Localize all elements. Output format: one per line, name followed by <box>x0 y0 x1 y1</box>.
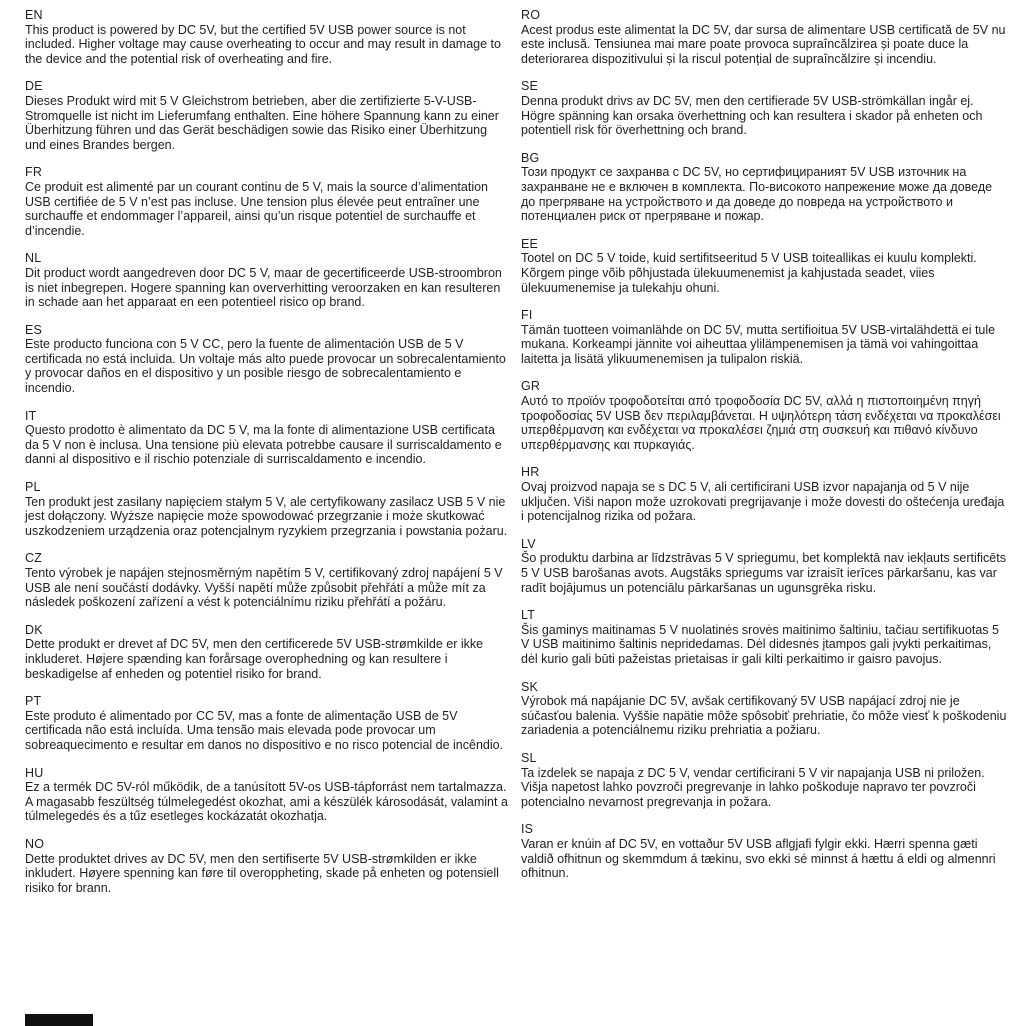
section-is <box>521 822 1007 880</box>
language-code-lt: LT <box>521 608 536 623</box>
language-code-es: ES <box>25 322 43 337</box>
language-code-ee: EE <box>521 236 539 251</box>
warning-text-pt: Este produto é alimentado por CC 5V, mas a fonte de alimentação USB de 5V certificada não está incluída. Uma tensão mais elevada pode provocar um sobreaquecimento e resultar em danos no dispositivo e no risco potencial de incêndio. <box>25 708 504 752</box>
language-code-is: IS <box>521 822 534 837</box>
language-code-se: SE <box>521 79 539 94</box>
section-ro <box>521 8 1007 66</box>
language-code-hu: HU <box>25 765 44 780</box>
warning-text-ro: Acest produs este alimentat la DC 5V, dar sursa de alimentare USB certificată de 5V nu este inclusă. Tensiunea mai mare poate provoca supraîncălzirea și poate duce la deteriorarea dispozitivului și la riscul potențial de supraîncălzire și incendiu. <box>521 22 1006 66</box>
section-no <box>25 837 511 895</box>
section-fi <box>521 308 1007 366</box>
column-left <box>25 8 511 908</box>
warning-text-dk: Dette produkt er drevet af DC 5V, men den certificerede 5V USB-strømkilde er ikke inkluderet. Højere spænding kan forårsage overophedning og kan resultere i beskadigelse af enheden og potentiel risiko for brand. <box>25 637 484 681</box>
language-code-de: DE <box>25 79 43 94</box>
language-code-bg: BG <box>521 150 540 165</box>
section-gr <box>521 379 1007 452</box>
language-code-hr: HR <box>521 465 540 480</box>
warning-text-sl: Ta izdelek se napaja z DC 5 V, vendar certificirani 5 V vir napajanja USB ni priložen. Višja napetost lahko povzroči pregrevanje in lahko poškoduje napravo ter povzroči potencialno nevarnost pregrevanja in požara. <box>521 765 985 809</box>
warning-text-cz: Tento výrobek je napájen stejnosměrným napětím 5 V, certifikovaný zdroj napájení 5 V USB ale není součástí dodávky. Vyšší napětí může způsobit přehřátí a může mít za následek poškození zařízení a vést k potenciálnímu riziku přehřátí a požáru. <box>25 566 503 610</box>
warning-text-es: Este producto funciona con 5 V CC, pero la fuente de alimentación USB de 5 V certificada no está incluida. Un voltaje más alto puede provocar un sobrecalentamiento y provocar daños en el dispositivo y un posible riesgo de sobrecalentamiento e incendio. <box>25 337 506 396</box>
section-pt <box>25 694 511 752</box>
warning-text-hr: Ovaj proizvod napaja se s DC 5 V, ali certificirani USB izvor napajanja od 5 V nije uključen. Viši napon može uzrokovati pregrijavanje i može dovesti do oštećenja uređaja i potencijalnog rizika od požara. <box>521 480 1005 524</box>
warning-text-fi: Tämän tuotteen voimanlähde on DC 5V, mutta sertifioitua 5V USB-virtalähdettä ei tule mukana. Korkeampi jännite voi aiheuttaa ylilämpenemisen ja tämä voi vahingoittaa laitetta ja lisätä ylikuumenemisen ja tulipalon riskiä. <box>521 322 996 366</box>
section-bg <box>521 151 1007 224</box>
section-pl <box>25 480 511 538</box>
warning-text-fr: Ce produit est alimenté par un courant continu de 5 V, mais la source d’alimentation USB certifiée de 5 V n’est pas incluse. Une tension plus élevée peut entraîner une surchauffe et endommager l’appareil, ainsi qu’un risque potentiel de surchauffe et d’incendie. <box>25 179 489 238</box>
section-lt <box>521 608 1007 666</box>
language-code-sk: SK <box>521 679 539 694</box>
warning-text-lt: Šis gaminys maitinamas 5 V nuolatinės srovės maitinimo šaltiniu, tačiau sertifikuotas 5 V USB maitinimo šaltinis nepridedamas. Dėl didesnės įtampos gali įvykti perkaitimas, dėl kurio gali būti pažeistas prietaisas ir gali kilti perkaitimo ir gaisro pavojus. <box>521 622 999 666</box>
section-de <box>25 79 511 152</box>
warning-text-pl: Ten produkt jest zasilany napięciem stałym 5 V, ale certyfikowany zasilacz USB 5 V nie jest dołączony. Wyższe napięcie może spowodować przegrzanie i może skutkować uszkodzeniem urządzenia oraz potencjalnym ryzykiem przegrzania i powstania pożaru. <box>25 494 508 538</box>
warning-text-bg: Този продукт се захранва с DC 5V, но сертифицираният 5V USB източник на захранване не е включен в комплекта. По-високото напрежение може да доведе до прегряване на устройството и да доведе до повреда на устройството и потенциален риск от прегряване и пожар. <box>521 165 993 224</box>
language-code-fi: FI <box>521 308 533 323</box>
section-fr <box>25 165 511 238</box>
section-sk <box>521 680 1007 738</box>
warning-text-no: Dette produktet drives av DC 5V, men den sertifiserte 5V USB-strømkilden er ikke inkludert. Høyere spenning kan føre til overoppheting, skade på enheten og potensiell risiko for brann. <box>25 851 499 895</box>
language-code-cz: CZ <box>25 551 43 566</box>
section-se <box>521 79 1007 137</box>
language-code-ro: RO <box>521 8 541 22</box>
warning-text-nl: Dit product wordt aangedreven door DC 5 V, maar de gecertificeerde USB-stroombron is niet inbegrepen. Hogere spanning kan oververhitting veroorzaken en kan resulteren in schade aan het apparaat en een potentieel risico op brand. <box>25 265 502 310</box>
warning-text-sk: Výrobok má napájanie DC 5V, avšak certifikovaný 5V USB napájací zdroj nie je súčasťou balenia. Vyššie napätie môže spôsobiť prehriatie, čo môže viesť k poškodeniu zariadenia a potenciálnemu riziku prehriatia a požiaru. <box>521 694 1007 738</box>
warning-text-is: Varan er knúin af DC 5V, en vottaður 5V USB aflgjafi fylgir ekki. Hærri spenna gæti valdið ofhitnun og skemmdum á tækinu, svo ekki sé minnst á hættu á eldi og almennri ofhitnun. <box>521 836 996 881</box>
warning-text-ee: Tootel on DC 5 V toide, kuid sertifitseeritud 5 V USB toiteallikas ei kuulu komplekti. Kõrgem pinge võib põhjustada ülekuumenemist ja kahjustada seadet, viies ülekuumenemise ja tulekahju ohuni. <box>521 251 977 295</box>
section-cz <box>25 551 511 609</box>
warning-text-lv: Šo produktu darbina ar līdzstrāvas 5 V spriegumu, bet komplektā nav iekļauts sertificēts 5 V USB barošanas avots. Augstāks spriegums var izraisīt ierīces pārkaršanu, kas var radīt bojājumus un potenciālu pārkaršanas un ugunsgrēka risku. <box>521 551 1006 595</box>
language-code-en: EN <box>25 8 43 22</box>
column-right <box>521 8 1007 908</box>
language-code-no: NO <box>25 836 45 851</box>
language-code-sl: SL <box>521 750 537 765</box>
section-sl <box>521 751 1007 809</box>
language-code-pl: PL <box>25 480 41 495</box>
warning-text-hu: Ez a termék DC 5V-ról működik, de a tanúsított 5V-os USB-tápforrást nem tartalmazza. A magasabb feszültség túlmelegedést okozhat, ami a készülék károsodását, valamint a túlmelegedés és a tűz esetleges kockázatát okozhatja. <box>25 780 508 824</box>
language-code-pt: PT <box>25 694 42 709</box>
language-code-dk: DK <box>25 622 43 637</box>
section-ee <box>521 237 1007 295</box>
section-hu <box>25 766 511 824</box>
section-dk <box>25 623 511 681</box>
footer-bar <box>25 1014 93 1026</box>
section-nl <box>25 251 511 309</box>
language-code-it: IT <box>25 408 37 423</box>
warning-text-de: Dieses Produkt wird mit 5 V Gleichstrom betrieben, aber die zertifizierte 5-V-USB-Stromquelle ist nicht im Lieferumfang enthalten. Eine höhere Spannung kann zu einer Überhitzung führen und das Gerät beschädigen sowie das Risiko einer Überhitzung und eines Brandes bergen. <box>25 93 499 152</box>
warning-text-gr: Αυτό το προϊόν τροφοδοτείται από τροφοδοσία DC 5V, αλλά η πιστοποιημένη πηγή τροφοδοσίας 5V USB δεν περιλαμβάνεται. Η υψηλότερη τάση ενδέχεται να προκαλέσει υπερθέρμανση και ενδέχεται να προκαλέσει ζημιά στη συσκευή και πιθανό κίνδυνο υπερθέρμανσης και πυρκαγιάς. <box>521 394 1001 452</box>
language-code-gr: GR <box>521 379 541 394</box>
warning-text-en: This product is powered by DC 5V, but the certified 5V USB power source is not included. Higher voltage may cause overheating to occur and may result in damage to the device and the potential risk of overheating and fire. <box>25 22 501 66</box>
section-hr <box>521 465 1007 523</box>
warning-text-it: Questo prodotto è alimentato da DC 5 V, ma la fonte di alimentazione USB certificata da 5 V non è inclusa. Una tensione più elevata potrebbe causare il surriscaldamento e danni al dispositivo e il rischio potenziale di surriscaldamento e incendio. <box>25 423 502 467</box>
section-es <box>25 323 511 396</box>
section-it <box>25 409 511 467</box>
language-code-fr: FR <box>25 165 43 180</box>
section-en <box>25 8 511 66</box>
section-lv <box>521 537 1007 595</box>
language-code-nl: NL <box>25 251 42 266</box>
language-code-lv: LV <box>521 536 536 551</box>
warning-text-se: Denna produkt drivs av DC 5V, men den certifierade 5V USB-strömkällan ingår ej. Högre spänning kan orsaka överhettning och kan resultera i skador på enheten och potentiell risk för överhettning och brand. <box>521 93 983 138</box>
